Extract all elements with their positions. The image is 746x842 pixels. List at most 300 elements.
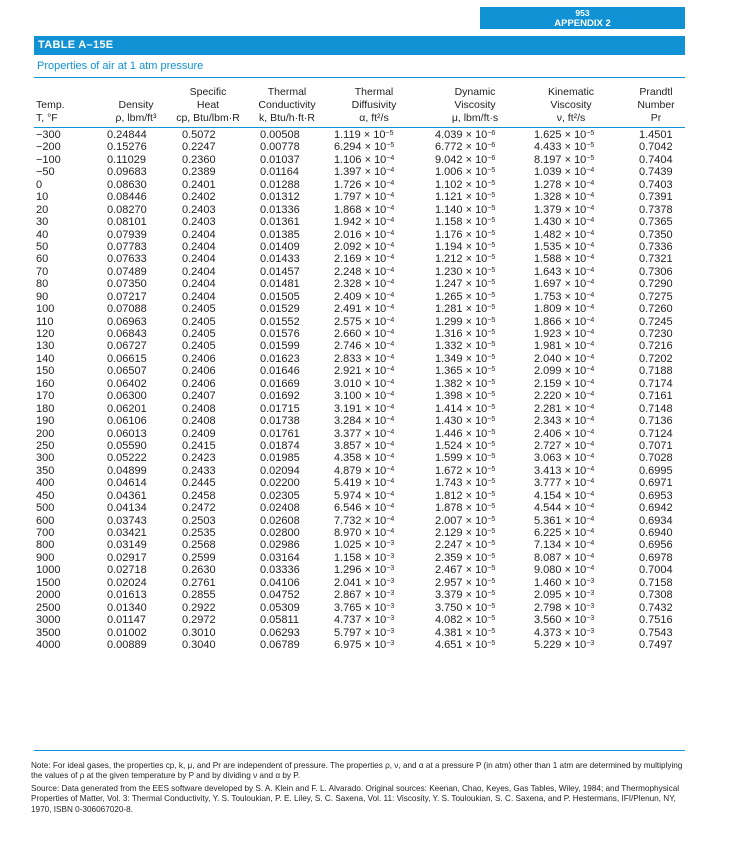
column-header-line: Pr (650, 112, 662, 124)
cell-k: 0.01433 (260, 253, 300, 266)
cell-cp: 0.2408 (182, 402, 216, 415)
cell-alpha: $1.296 \times 10^{-3}$ (334, 564, 395, 577)
cell-k: 0.01715 (260, 402, 300, 415)
cell-pr: 0.7148 (639, 402, 673, 415)
cell-temp: 250 (36, 439, 55, 452)
cell-k: 0.02200 (260, 477, 300, 490)
table-row (0, 515, 746, 527)
cell-rho: 0.06507 (107, 365, 147, 378)
cell-temp: 80 (36, 278, 49, 291)
cell-temp: 800 (36, 539, 55, 552)
table-row (0, 154, 746, 166)
table-body (0, 129, 746, 651)
cell-nu: $1.625 \times 10^{-5}$ (534, 129, 595, 141)
cell-mu: $1.365 \times 10^{-5}$ (435, 365, 496, 378)
cell-mu: $1.414 \times 10^{-5}$ (435, 402, 496, 415)
table-row (0, 191, 746, 203)
cell-k: 0.01361 (260, 216, 300, 229)
column-header-specific-heat (166, 86, 250, 125)
cell-cp: 0.2405 (182, 340, 216, 353)
cell-mu: $4.082 \times 10^{-5}$ (435, 614, 496, 627)
cell-rho: 0.04134 (107, 502, 147, 515)
column-header-kinematic-viscosity (526, 86, 616, 125)
cell-alpha: $1.119 \times 10^{-5}$ (334, 129, 394, 141)
cell-mu: $2.359 \times 10^{-5}$ (435, 551, 496, 564)
cell-nu: $1.588 \times 10^{-4}$ (534, 253, 595, 266)
cell-temp: −100 (36, 153, 61, 166)
cell-mu: $1.878 \times 10^{-5}$ (435, 502, 496, 515)
cell-temp: −200 (36, 141, 61, 154)
cell-cp: 0.2458 (182, 489, 216, 502)
cell-pr: 0.6940 (639, 527, 673, 539)
column-header-line: Thermal (267, 86, 307, 98)
cell-rho: 0.11029 (107, 153, 146, 166)
cell-mu: $1.176 \times 10^{-5}$ (435, 228, 496, 241)
cell-k: 0.02800 (260, 527, 300, 539)
cell-pr: 0.7321 (639, 253, 673, 266)
cell-pr: 0.7136 (639, 415, 673, 428)
cell-rho: 0.09683 (107, 166, 147, 179)
table-row (0, 166, 746, 178)
table-row (0, 253, 746, 265)
column-header-line: α, ft²/s (359, 112, 389, 124)
cell-pr: 0.7516 (639, 614, 673, 627)
cell-alpha: $6.546 \times 10^{-4}$ (334, 502, 395, 515)
table-row (0, 316, 746, 328)
cell-mu: $1.430 \times 10^{-5}$ (435, 415, 496, 428)
table-row (0, 627, 746, 639)
table-row (0, 129, 746, 141)
cell-temp: 190 (36, 415, 55, 428)
cell-temp: 120 (36, 328, 55, 340)
column-header-line: Density (118, 99, 154, 111)
cell-alpha: $5.797 \times 10^{-3}$ (334, 626, 395, 639)
cell-rho: 0.07633 (107, 253, 147, 266)
cell-rho: 0.06402 (107, 377, 147, 390)
cell-alpha: $3.010 \times 10^{-4}$ (334, 377, 395, 390)
cell-alpha: $2.921 \times 10^{-4}$ (334, 365, 395, 378)
cell-mu: $2.247 \times 10^{-5}$ (435, 539, 496, 552)
cell-pr: 0.7403 (639, 178, 673, 191)
cell-pr: 0.7378 (639, 203, 673, 216)
cell-pr: 0.6956 (639, 539, 673, 552)
cell-nu: $8.087 \times 10^{-4}$ (534, 551, 595, 564)
cell-cp: 0.2247 (182, 141, 216, 154)
cell-alpha: $3.377 \times 10^{-4}$ (334, 427, 395, 440)
cell-mu: $1.349 \times 10^{-5}$ (435, 352, 496, 365)
cell-cp: 0.2402 (182, 191, 216, 204)
cell-pr: 0.7260 (639, 303, 673, 316)
cell-nu: $1.328 \times 10^{-4}$ (534, 191, 595, 204)
cell-pr: 0.6942 (639, 502, 673, 515)
table-row (0, 490, 746, 502)
cell-rho: 0.05590 (107, 439, 147, 452)
cell-rho: 0.06300 (107, 390, 147, 403)
cell-mu: $1.382 \times 10^{-5}$ (435, 377, 496, 390)
cell-rho: 0.06727 (107, 340, 147, 353)
column-header-thermal-diffusivity (330, 86, 418, 125)
cell-nu: $2.281 \times 10^{-4}$ (534, 402, 595, 415)
cell-rho: 0.06106 (107, 415, 147, 428)
cell-cp: 0.2922 (182, 601, 216, 614)
cell-alpha: $2.746 \times 10^{-4}$ (334, 340, 395, 353)
cell-mu: $1.599 \times 10^{-5}$ (435, 452, 496, 465)
cell-nu: $1.379 \times 10^{-4}$ (534, 203, 595, 216)
cell-rho: 0.03149 (107, 539, 147, 552)
cell-nu: $1.482 \times 10^{-4}$ (534, 228, 595, 241)
column-header-line: Conductivity (258, 99, 316, 111)
cell-temp: 10 (36, 191, 49, 204)
cell-nu: $1.278 \times 10^{-4}$ (534, 178, 595, 191)
table-row (0, 378, 746, 390)
cell-k: 0.05811 (260, 614, 299, 627)
cell-nu: $4.433 \times 10^{-5}$ (534, 141, 595, 154)
cell-temp: 450 (36, 489, 55, 502)
column-header-line: Viscosity (550, 99, 592, 111)
cell-k: 0.01552 (260, 315, 300, 328)
cell-alpha: $2.169 \times 10^{-4}$ (334, 253, 395, 266)
cell-alpha: $6.294 \times 10^{-5}$ (334, 141, 395, 154)
cell-cp: 0.5072 (182, 129, 216, 141)
cell-nu: $7.134 \times 10^{-4}$ (534, 539, 595, 552)
cell-mu: $1.524 \times 10^{-5}$ (435, 439, 496, 452)
cell-cp: 0.2472 (182, 502, 216, 515)
cell-temp: 180 (36, 402, 55, 415)
cell-rho: 0.03743 (107, 514, 147, 527)
cell-mu: $1.102 \times 10^{-5}$ (435, 178, 496, 191)
cell-cp: 0.2630 (182, 564, 216, 577)
table-row (0, 353, 746, 365)
table-row (0, 539, 746, 551)
cell-alpha: $1.025 \times 10^{-3}$ (334, 539, 395, 552)
cell-cp: 0.2389 (182, 166, 216, 179)
cell-rho: 0.03421 (107, 527, 147, 539)
cell-alpha: $1.797 \times 10^{-4}$ (334, 191, 395, 204)
cell-mu: $1.672 \times 10^{-5}$ (435, 464, 496, 477)
cell-cp: 0.2406 (182, 352, 216, 365)
table-bottom-rule (34, 750, 685, 751)
cell-pr: 0.7306 (639, 265, 673, 278)
cell-k: 0.01669 (260, 377, 300, 390)
cell-rho: 0.01002 (107, 626, 147, 639)
cell-cp: 0.2433 (182, 464, 216, 477)
cell-k: 0.01761 (260, 427, 300, 440)
cell-pr: 0.7028 (639, 452, 673, 465)
cell-rho: 0.01340 (107, 601, 147, 614)
cell-k: 0.01385 (260, 228, 300, 241)
cell-cp: 0.2568 (182, 539, 216, 552)
cell-k: 0.01409 (260, 240, 300, 253)
cell-mu: $2.467 \times 10^{-5}$ (435, 564, 496, 577)
cell-alpha: $2.092 \times 10^{-4}$ (334, 240, 395, 253)
cell-mu: $1.265 \times 10^{-5}$ (435, 290, 496, 303)
cell-nu: $2.159 \times 10^{-4}$ (534, 377, 595, 390)
cell-nu: $1.430 \times 10^{-4}$ (534, 216, 595, 229)
cell-rho: 0.02917 (107, 551, 147, 564)
cell-pr: 1.4501 (639, 129, 673, 141)
cell-nu: $5.229 \times 10^{-3}$ (534, 638, 595, 651)
table-row (0, 291, 746, 303)
cell-nu: $5.361 \times 10^{-4}$ (534, 514, 595, 527)
cell-k: 0.01505 (260, 290, 300, 303)
cell-alpha: $2.248 \times 10^{-4}$ (334, 265, 395, 278)
cell-temp: 60 (36, 253, 49, 266)
cell-mu: $2.129 \times 10^{-5}$ (435, 527, 496, 539)
cell-rho: 0.07088 (107, 303, 147, 316)
cell-nu: $4.373 \times 10^{-3}$ (534, 626, 595, 639)
cell-pr: 0.7216 (639, 340, 673, 353)
cell-temp: 160 (36, 377, 55, 390)
cell-temp: 300 (36, 452, 55, 465)
cell-alpha: $1.158 \times 10^{-3}$ (334, 551, 395, 564)
cell-alpha: $4.358 \times 10^{-4}$ (334, 452, 395, 465)
cell-mu: $3.379 \times 10^{-5}$ (435, 589, 496, 602)
column-header-line: Thermal (354, 86, 394, 98)
cell-pr: 0.7350 (639, 228, 673, 241)
table-row (0, 589, 746, 601)
column-header-temp (36, 99, 76, 125)
cell-alpha: $2.016 \times 10^{-4}$ (334, 228, 395, 241)
cell-k: 0.02408 (260, 502, 300, 515)
cell-cp: 0.2405 (182, 315, 216, 328)
cell-rho: 0.07350 (107, 278, 147, 291)
cell-k: 0.00778 (260, 141, 300, 154)
cell-pr: 0.7439 (639, 166, 673, 179)
cell-alpha: $4.879 \times 10^{-4}$ (334, 464, 395, 477)
cell-cp: 0.2761 (182, 576, 216, 589)
cell-k: 0.03164 (260, 551, 300, 564)
cell-alpha: $2.833 \times 10^{-4}$ (334, 352, 395, 365)
cell-pr: 0.7174 (639, 377, 673, 390)
cell-pr: 0.7202 (639, 352, 673, 365)
table-row (0, 179, 746, 191)
column-header-line: cp, Btu/lbm·R (176, 112, 240, 124)
cell-pr: 0.6978 (639, 551, 673, 564)
cell-nu: $1.039 \times 10^{-4}$ (534, 166, 595, 179)
table-row (0, 266, 746, 278)
column-header-line: Number (637, 99, 675, 111)
cell-nu: $2.727 \times 10^{-4}$ (534, 439, 595, 452)
table-row (0, 465, 746, 477)
cell-pr: 0.7071 (639, 439, 673, 452)
cell-cp: 0.2599 (182, 551, 216, 564)
column-header-line: μ, lbm/ft·s (451, 112, 499, 124)
cell-temp: 900 (36, 551, 55, 564)
column-header-line: T, °F (36, 112, 58, 124)
cell-cp: 0.2404 (182, 240, 216, 253)
cell-temp: 700 (36, 527, 55, 539)
cell-alpha: $2.660 \times 10^{-4}$ (334, 328, 395, 340)
cell-nu: $2.343 \times 10^{-4}$ (534, 415, 595, 428)
cell-mu: $1.140 \times 10^{-5}$ (435, 203, 496, 216)
cell-alpha: $3.191 \times 10^{-4}$ (334, 402, 395, 415)
cell-mu: $1.194 \times 10^{-5}$ (435, 240, 496, 253)
cell-k: 0.01529 (260, 303, 300, 316)
cell-k: 0.06293 (260, 626, 300, 639)
table-row (0, 452, 746, 464)
cell-temp: 70 (36, 265, 49, 278)
cell-k: 0.04106 (260, 576, 300, 589)
table-row (0, 278, 746, 290)
cell-rho: 0.08101 (107, 216, 147, 229)
table-row (0, 204, 746, 216)
cell-k: 0.01037 (260, 153, 300, 166)
cell-k: 0.01646 (260, 365, 300, 378)
table-row (0, 303, 746, 315)
page-number: 953 (575, 8, 590, 18)
page-header-bar (480, 7, 685, 29)
cell-mu: $1.299 \times 10^{-5}$ (435, 315, 496, 328)
cell-pr: 0.6934 (639, 514, 673, 527)
cell-alpha: $5.974 \times 10^{-4}$ (334, 489, 395, 502)
cell-temp: 500 (36, 502, 55, 515)
cell-temp: −300 (36, 129, 61, 141)
column-header-prandtl-number (628, 86, 684, 125)
table-row (0, 527, 746, 539)
header-bottom-rule (34, 127, 685, 128)
column-header-dynamic-viscosity (430, 86, 520, 125)
cell-temp: 600 (36, 514, 55, 527)
cell-k: 0.01599 (260, 340, 300, 353)
table-row (0, 390, 746, 402)
column-header-line: k, Btu/h·ft·R (258, 112, 315, 124)
cell-temp: 2500 (36, 601, 61, 614)
cell-temp: 200 (36, 427, 55, 440)
cell-nu: $1.866 \times 10^{-4}$ (534, 315, 595, 328)
cell-k: 0.01738 (260, 415, 300, 428)
cell-cp: 0.2415 (182, 439, 216, 452)
cell-alpha: $1.942 \times 10^{-4}$ (334, 216, 395, 229)
table-row (0, 428, 746, 440)
cell-rho: 0.06201 (107, 402, 147, 415)
cell-cp: 0.2406 (182, 365, 216, 378)
cell-pr: 0.7124 (639, 427, 673, 440)
column-header-thermal-conductivity (246, 86, 328, 125)
cell-pr: 0.6971 (639, 477, 673, 490)
cell-alpha: $4.737 \times 10^{-3}$ (334, 614, 395, 627)
cell-temp: 150 (36, 365, 55, 378)
table-row (0, 415, 746, 427)
cell-alpha: $3.100 \times 10^{-4}$ (334, 390, 395, 403)
cell-rho: 0.07783 (107, 240, 147, 253)
cell-alpha: $6.975 \times 10^{-3}$ (334, 638, 395, 651)
table-row (0, 403, 746, 415)
cell-rho: 0.07489 (107, 265, 147, 278)
cell-temp: 100 (36, 303, 55, 316)
table-row (0, 216, 746, 228)
cell-rho: 0.08446 (107, 191, 147, 204)
cell-rho: 0.06843 (107, 328, 147, 340)
cell-alpha: $1.106 \times 10^{-4}$ (334, 153, 395, 166)
cell-rho: 0.04614 (107, 477, 147, 490)
table-row (0, 328, 746, 340)
note-text: Note: For ideal gases, the properties cp, k, μ, and Pr are independent of pressure. The properties ρ, ν, and α at a pressure P (in atm) other than 1 atm are determined by multiplying the values of ρ at the given temperature by P and by dividing ν and α by P. (31, 761, 683, 781)
cell-mu: $1.158 \times 10^{-5}$ (435, 216, 496, 229)
cell-k: 0.04752 (260, 589, 300, 602)
cell-cp: 0.2403 (182, 216, 216, 229)
cell-nu: $9.080 \times 10^{-4}$ (534, 564, 595, 577)
column-header-line: Heat (196, 99, 220, 111)
cell-cp: 0.2407 (182, 390, 216, 403)
cell-cp: 0.2408 (182, 415, 216, 428)
column-header-line: ν, ft²/s (556, 112, 586, 124)
cell-mu: $1.230 \times 10^{-5}$ (435, 265, 496, 278)
cell-mu: $2.007 \times 10^{-5}$ (435, 514, 496, 527)
cell-rho: 0.05222 (107, 452, 147, 465)
cell-temp: 1000 (36, 564, 61, 577)
cell-rho: 0.07939 (107, 228, 147, 241)
cell-k: 0.01985 (260, 452, 300, 465)
cell-mu: $1.316 \times 10^{-5}$ (435, 328, 496, 340)
cell-mu: $1.332 \times 10^{-5}$ (435, 340, 496, 353)
cell-rho: 0.01613 (107, 589, 147, 602)
cell-k: 0.05309 (260, 601, 300, 614)
cell-temp: 90 (36, 290, 49, 303)
cell-pr: 0.7336 (639, 240, 673, 253)
table-row (0, 477, 746, 489)
cell-k: 0.06789 (260, 638, 300, 651)
cell-mu: $3.750 \times 10^{-5}$ (435, 601, 496, 614)
cell-temp: 170 (36, 390, 55, 403)
column-header-line: Prandtl (639, 86, 673, 98)
cell-temp: 1500 (36, 576, 61, 589)
table-row (0, 141, 746, 153)
cell-nu: $1.460 \times 10^{-3}$ (534, 576, 595, 589)
header-top-rule (34, 77, 685, 78)
cell-alpha: $2.409 \times 10^{-4}$ (334, 290, 395, 303)
cell-k: 0.01692 (260, 390, 300, 403)
cell-rho: 0.06963 (107, 315, 147, 328)
cell-alpha: $2.328 \times 10^{-4}$ (334, 278, 395, 291)
column-header-line: ρ, lbm/ft³ (115, 112, 157, 124)
cell-temp: 140 (36, 352, 55, 365)
cell-pr: 0.7404 (639, 153, 673, 166)
cell-cp: 0.2404 (182, 278, 216, 291)
cell-cp: 0.2405 (182, 328, 216, 340)
cell-k: 0.00508 (260, 129, 300, 141)
cell-nu: $3.413 \times 10^{-4}$ (534, 464, 595, 477)
cell-nu: $3.777 \times 10^{-4}$ (534, 477, 595, 490)
cell-pr: 0.7275 (639, 290, 673, 303)
cell-cp: 0.2404 (182, 290, 216, 303)
cell-mu: $1.006 \times 10^{-5}$ (435, 166, 496, 179)
cell-alpha: $8.970 \times 10^{-4}$ (334, 527, 395, 539)
cell-pr: 0.7308 (639, 589, 673, 602)
cell-mu: $2.957 \times 10^{-5}$ (435, 576, 496, 589)
cell-pr: 0.7365 (639, 216, 673, 229)
cell-cp: 0.2406 (182, 377, 216, 390)
cell-temp: 350 (36, 464, 55, 477)
table-row (0, 502, 746, 514)
cell-nu: $1.535 \times 10^{-4}$ (534, 240, 595, 253)
cell-alpha: $5.419 \times 10^{-4}$ (334, 477, 395, 490)
cell-temp: 20 (36, 203, 49, 216)
cell-mu: $1.281 \times 10^{-5}$ (435, 303, 496, 316)
cell-mu: $1.247 \times 10^{-5}$ (435, 278, 496, 291)
cell-pr: 0.7188 (639, 365, 673, 378)
cell-temp: 4000 (36, 638, 61, 651)
column-header-line: Temp. (36, 99, 65, 111)
column-header-line: Viscosity (454, 99, 496, 111)
cell-rho: 0.04899 (107, 464, 147, 477)
cell-rho: 0.07217 (107, 290, 147, 303)
table-row (0, 241, 746, 253)
cell-nu: $1.809 \times 10^{-4}$ (534, 303, 595, 316)
cell-alpha: $1.726 \times 10^{-4}$ (334, 178, 395, 191)
cell-nu: $3.560 \times 10^{-3}$ (534, 614, 595, 627)
cell-cp: 0.2409 (182, 427, 216, 440)
column-header-line: Specific (189, 86, 227, 98)
